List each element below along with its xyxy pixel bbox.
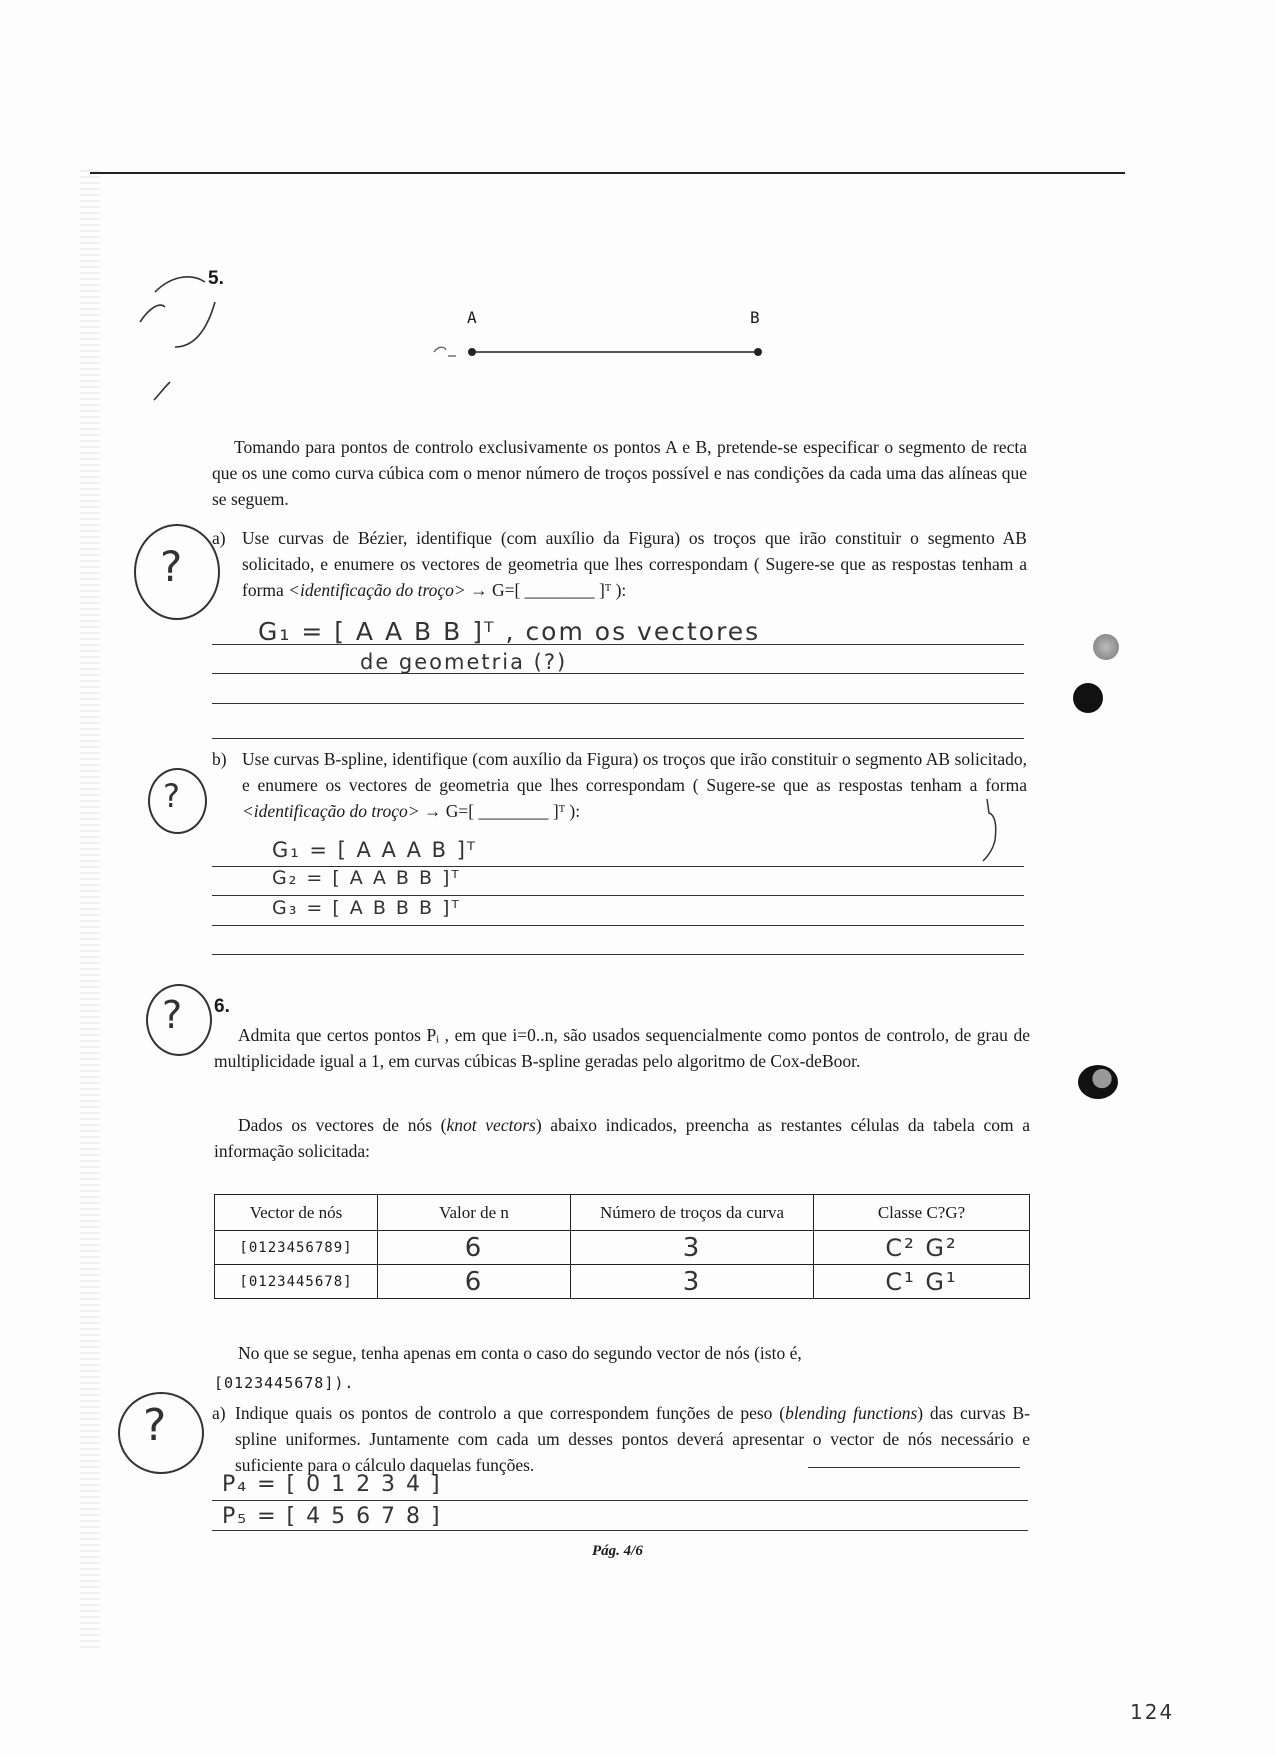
answer-line [212, 703, 1024, 704]
grade-mark-5b: ? [163, 777, 182, 815]
answer-line [808, 1467, 1020, 1468]
class-cell: C¹ G¹ [814, 1265, 1030, 1299]
question-6-number: 6. [214, 996, 230, 1017]
question-6a-text: Indique quais os pontos de controlo a que correspondem funções de peso (blending functions) das curvas B-spline uniformes. Juntamente com cada um desses pontos deverá apresentar o vector de nós necessário e suficiente para o cálculo daquelas funções. [235, 1403, 1031, 1475]
question-5-number: 5. [208, 268, 224, 289]
grade-mark-5a: ? [160, 542, 185, 591]
answer-line [212, 954, 1024, 955]
hole-punch-mark [1073, 683, 1103, 713]
followup-knot-vector: [0123445678]). [214, 1374, 355, 1392]
answer-line [212, 1500, 1028, 1501]
handwritten-answer-5b-3: G₃ = [ A B B B ]ᵀ [272, 897, 461, 919]
grade-mark-6a: ? [143, 1400, 169, 1451]
knot-vector-cell: [0123445678] [215, 1265, 378, 1299]
answer-line [212, 925, 1024, 926]
question-5a-text: Use curvas de Bézier, identifique (com auxílio da Figura) os troços que irão constituir o segmento AB solicitado, e enumere os vectores de geometria que lhes correspondam ( Sugere-se que as respostas tenham a forma <identificação do troço> → G=[ ________ ]ᵀ ): [242, 528, 1027, 600]
header-rule [90, 172, 1125, 174]
grade-mark-6: ? [162, 993, 185, 1037]
question-5a-marker: a) [212, 528, 226, 548]
knot-vector-table [214, 1194, 1030, 1299]
question-5b-text: Use curvas B-spline, identifique (com auxílio da Figura) os troços que irão constituir o segmento AB solicitado, e enumere os vectores de geometria que lhes correspondam ( Sugere-se que as respostas tenham a forma <identificação do troço> → G=[ ________ ]ᵀ ): [242, 749, 1027, 821]
segments-cell: 3 [571, 1265, 814, 1299]
point-a-label: A [467, 308, 477, 327]
table-header: Vector de nós [215, 1195, 378, 1231]
handwritten-answer-5a-1: G₁ = [ A A B B ]ᵀ , com os vectores [258, 617, 761, 646]
class-cell: C² G² [814, 1231, 1030, 1265]
n-value-cell: 6 [378, 1231, 571, 1265]
knot-vector-cell: [0123456789] [215, 1231, 378, 1265]
page-number: Pág. 4/6 [592, 1543, 643, 1559]
question-5b-marker: b) [212, 749, 227, 769]
handwritten-answer-5a-2: de geometria (?) [360, 650, 568, 674]
handwritten-answer-5b-2: G₂ = [ A A B B ]ᵀ [272, 867, 461, 889]
question-6-paragraph-1: Admita que certos pontos Pᵢ , em que i=0..n, são usados sequencialmente como pontos de controlo, de grau de multiplicidade igual a 1, em curvas cúbicas B-spline geradas pelo algoritmo de Cox-deBoor. [214, 1025, 1030, 1071]
table-header-row [215, 1195, 1030, 1231]
question-6-paragraph-2: Dados os vectores de nós (knot vectors) abaixo indicados, preencha as restantes células da tabela com a informação solicitada: [214, 1115, 1030, 1161]
table-header: Valor de n [378, 1195, 571, 1231]
question-5-intro: Tomando para pontos de controlo exclusivamente os pontos A e B, pretende-se especificar o segmento de recta que os une como curva cúbica com o menor número de troços possível e nas condições da cada uma das alíneas que se seguem. [212, 437, 1027, 509]
segment-ab-figure [430, 340, 770, 364]
handwritten-page-stamp: 124 [1130, 1700, 1175, 1724]
handwritten-answer-5b-1: G₁ = [ A A A B ]ᵀ [272, 838, 477, 862]
hole-punch-mark [1093, 634, 1119, 660]
question-6a-marker: a) [212, 1403, 226, 1423]
n-value-cell: 6 [378, 1265, 571, 1299]
answer-line [212, 895, 1024, 896]
handwritten-answer-6a-1: P₄ = [ 0 1 2 3 4 ] [222, 1472, 442, 1497]
question-6-followup: No que se segue, tenha apenas em conta o caso do segundo vector de nós (isto é, [238, 1343, 802, 1363]
answer-line [212, 1530, 1028, 1531]
answer-line [212, 673, 1024, 674]
answer-line [212, 738, 1024, 739]
scan-edge-noise [80, 170, 100, 1650]
segments-cell: 3 [571, 1231, 814, 1265]
table-row [215, 1231, 1030, 1265]
table-header: Número de troços da curva [571, 1195, 814, 1231]
table-header: Classe C?G? [814, 1195, 1030, 1231]
margin-bracket-mark [975, 795, 1005, 865]
table-row [215, 1265, 1030, 1299]
point-b-label: B [750, 308, 760, 327]
hole-punch-mark [1078, 1065, 1118, 1099]
handwritten-answer-6a-2: P₅ = [ 4 5 6 7 8 ] [222, 1504, 442, 1529]
